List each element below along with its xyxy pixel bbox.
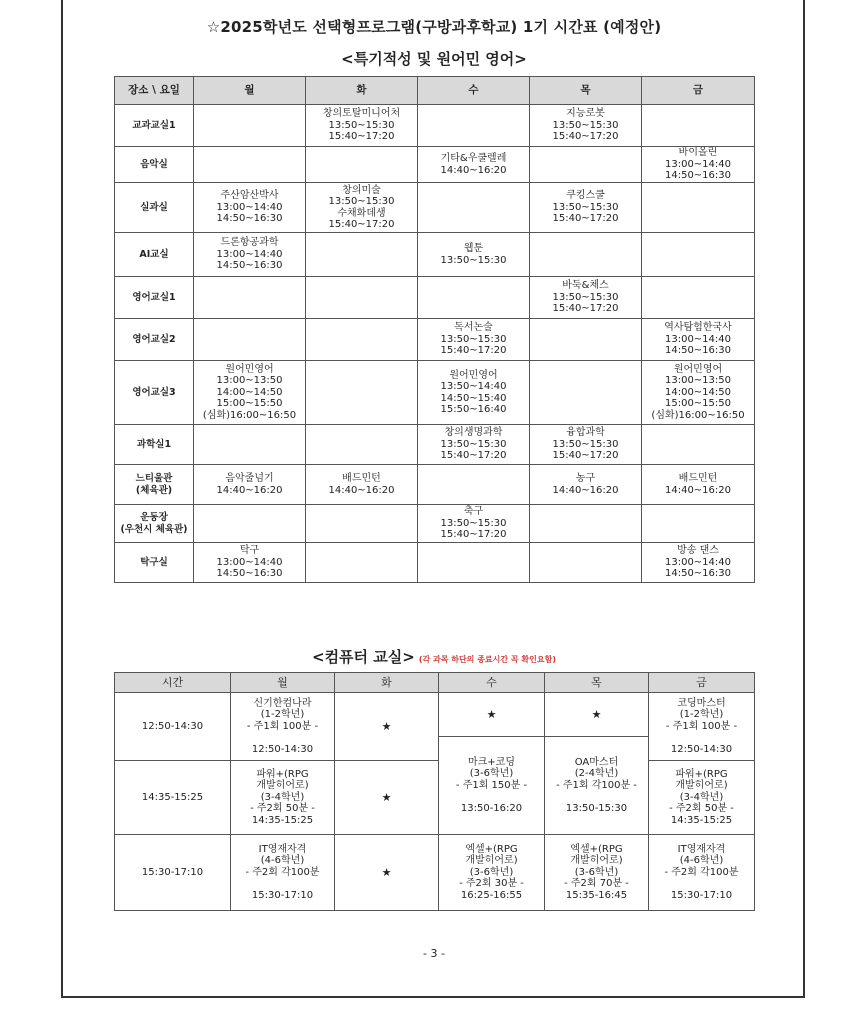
schedule-cell: 방송 댄스 13:00~14:40 14:50~16:30 (642, 543, 755, 583)
schedule-cell (306, 361, 418, 425)
schedule-cell (418, 277, 530, 319)
time-cell: 15:30-17:10 (115, 835, 231, 911)
schedule-cell (306, 147, 418, 183)
schedule-cell: 원어민영어 13:00~13:50 14:00~14:50 15:00~15:50 (심화)16:00~16:50 (194, 361, 306, 425)
table-row (115, 105, 755, 147)
header-cell: 화 (335, 673, 439, 693)
schedule-cell (530, 505, 642, 543)
schedule-cell: 지능로봇 13:50~15:30 15:40~17:20 (530, 105, 642, 147)
header-cell: 시간 (115, 673, 231, 693)
header-cell: 수 (439, 673, 545, 693)
table-row (115, 233, 755, 277)
time-cell: 14:35-15:25 (115, 761, 231, 835)
header-cell: 목 (530, 77, 642, 105)
table-row (115, 835, 755, 911)
header-row (115, 77, 755, 105)
star-icon: ★ (335, 835, 439, 911)
section2-title: <컴퓨터 교실> (312, 648, 415, 666)
schedule-cell: IT영재자격 (4-6학년) - 주2회 각100분 15:30-17:10 (231, 835, 335, 911)
specialty-timetable (114, 76, 755, 583)
schedule-cell (194, 147, 306, 183)
star-icon: ★ (439, 693, 545, 737)
schedule-cell (642, 105, 755, 147)
section2-note: (각 과목 하단의 종료시간 꼭 확인요함) (418, 655, 556, 664)
computer-timetable (114, 672, 755, 911)
room-cell: 실과실 (115, 183, 194, 233)
header-cell: 금 (642, 77, 755, 105)
room-cell: 교과교실1 (115, 105, 194, 147)
schedule-cell: 배드민턴 14:40~16:20 (306, 465, 418, 505)
schedule-cell: 마크+코딩 (3-6학년) - 주1회 150분 - 13:50-16:20 (439, 737, 545, 835)
schedule-cell: 탁구 13:00~14:40 14:50~16:30 (194, 543, 306, 583)
schedule-cell: OA마스터 (2-4학년) - 주1회 각100분 - 13:50-15:30 (545, 737, 649, 835)
schedule-cell (306, 233, 418, 277)
room-cell: 탁구실 (115, 543, 194, 583)
star-icon: ★ (335, 693, 439, 761)
time-cell: 12:50-14:30 (115, 693, 231, 761)
schedule-cell: 역사탐험한국사 13:00~14:40 14:50~16:30 (642, 319, 755, 361)
schedule-cell: 음악줄넘기 14:40~16:20 (194, 465, 306, 505)
schedule-cell (306, 319, 418, 361)
room-cell: 과학실1 (115, 425, 194, 465)
header-cell: 수 (418, 77, 530, 105)
table-row (115, 465, 755, 505)
star-icon: ★ (335, 761, 439, 835)
page-title: ☆2025학년도 선택형프로그램(구방과후학교) 1기 시간표 (예정안) (206, 18, 662, 36)
table-row (115, 361, 755, 425)
schedule-cell (194, 505, 306, 543)
schedule-cell: 독서논술 13:50~15:30 15:40~17:20 (418, 319, 530, 361)
page-number: - 3 - (423, 947, 445, 960)
schedule-cell (530, 543, 642, 583)
table-row (115, 693, 755, 737)
table-row (115, 183, 755, 233)
header-cell: 월 (231, 673, 335, 693)
header-row (115, 673, 755, 693)
schedule-cell (194, 277, 306, 319)
room-cell: 영어교실2 (115, 319, 194, 361)
schedule-cell: 주산암산박사 13:00~14:40 14:50~16:30 (194, 183, 306, 233)
schedule-cell (642, 183, 755, 233)
schedule-cell (306, 505, 418, 543)
schedule-cell (194, 319, 306, 361)
schedule-cell (306, 425, 418, 465)
schedule-cell: 창의미술 13:50~15:30 수채화데생 15:40~17:20 (306, 183, 418, 233)
room-cell: 음악실 (115, 147, 194, 183)
schedule-cell: IT영재자격 (4-6학년) - 주2회 각100분 15:30-17:10 (649, 835, 755, 911)
schedule-cell (194, 105, 306, 147)
schedule-cell: 원어민영어 13:00~13:50 14:00~14:50 15:00~15:50 (심화)16:00~16:50 (642, 361, 755, 425)
schedule-cell: 창의토탈미니어처 13:50~15:30 15:40~17:20 (306, 105, 418, 147)
room-cell: AI교실 (115, 233, 194, 277)
schedule-cell: 축구 13:50~15:30 15:40~17:20 (418, 505, 530, 543)
schedule-cell: 바둑&체스 13:50~15:30 15:40~17:20 (530, 277, 642, 319)
section-title-specialty: <특기적성 및 원어민 영어> (341, 50, 527, 68)
room-cell: 운동장 (우천시 체육관) (115, 505, 194, 543)
table-row (115, 425, 755, 465)
schedule-cell: 파워+(RPG 개발히어로) (3-4학년) - 주2회 50분 - 14:35-15:25 (231, 761, 335, 835)
schedule-cell: 창의생명과학 13:50~15:30 15:40~17:20 (418, 425, 530, 465)
table-row (115, 761, 755, 811)
schedule-cell: 엑셀+(RPG 개발히어로) (3-6학년) - 주2회 30분 - 16:25-16:55 (439, 835, 545, 911)
schedule-cell (530, 147, 642, 183)
schedule-cell (642, 233, 755, 277)
schedule-cell: 코딩마스터 (1-2학년) - 주1회 100분 - 12:50-14:30 (649, 693, 755, 761)
schedule-cell (418, 543, 530, 583)
schedule-cell (642, 425, 755, 465)
section-title-computer (0, 646, 868, 667)
header-cell: 금 (649, 673, 755, 693)
room-cell: 느티울관 (체육관) (115, 465, 194, 505)
room-cell: 영어교실1 (115, 277, 194, 319)
schedule-cell (642, 277, 755, 319)
table-row (115, 319, 755, 361)
header-cell: 목 (545, 673, 649, 693)
schedule-cell (306, 543, 418, 583)
star-icon: ★ (545, 693, 649, 737)
schedule-cell: 엑셀+(RPG 개발히어로) (3-6학년) - 주2회 70분 - 15:35-16:45 (545, 835, 649, 911)
schedule-cell (530, 361, 642, 425)
schedule-cell (530, 319, 642, 361)
schedule-cell (530, 233, 642, 277)
schedule-cell: 드론항공과학 13:00~14:40 14:50~16:30 (194, 233, 306, 277)
schedule-cell (642, 505, 755, 543)
schedule-cell: 융합과학 13:50~15:30 15:40~17:20 (530, 425, 642, 465)
room-cell: 영어교실3 (115, 361, 194, 425)
schedule-cell (418, 183, 530, 233)
header-cell: 월 (194, 77, 306, 105)
schedule-cell (306, 277, 418, 319)
schedule-cell: 바이올린 13:00~14:40 14:50~16:30 (642, 147, 755, 183)
schedule-cell: 기타&우쿨렐레 14:40~16:20 (418, 147, 530, 183)
schedule-cell (418, 105, 530, 147)
header-cell: 화 (306, 77, 418, 105)
table-row (115, 147, 755, 183)
table-row (115, 543, 755, 583)
schedule-cell: 농구 14:40~16:20 (530, 465, 642, 505)
schedule-cell: 배드민턴 14:40~16:20 (642, 465, 755, 505)
schedule-cell: 신기한컴나라 (1-2학년) - 주1회 100분 - 12:50-14:30 (231, 693, 335, 761)
schedule-cell: 파워+(RPG 개발히어로) (3-4학년) - 주2회 50분 - 14:35-15:25 (649, 761, 755, 835)
header-cell: 장소 \ 요일 (115, 77, 194, 105)
schedule-cell (194, 425, 306, 465)
schedule-cell: 웹툰 13:50~15:30 (418, 233, 530, 277)
schedule-cell: 원어민영어 13:50~14:40 14:50~15:40 15:50~16:40 (418, 361, 530, 425)
table-row (115, 505, 755, 543)
table-row (115, 277, 755, 319)
schedule-cell: 쿠킹스쿨 13:50~15:30 15:40~17:20 (530, 183, 642, 233)
schedule-cell (418, 465, 530, 505)
